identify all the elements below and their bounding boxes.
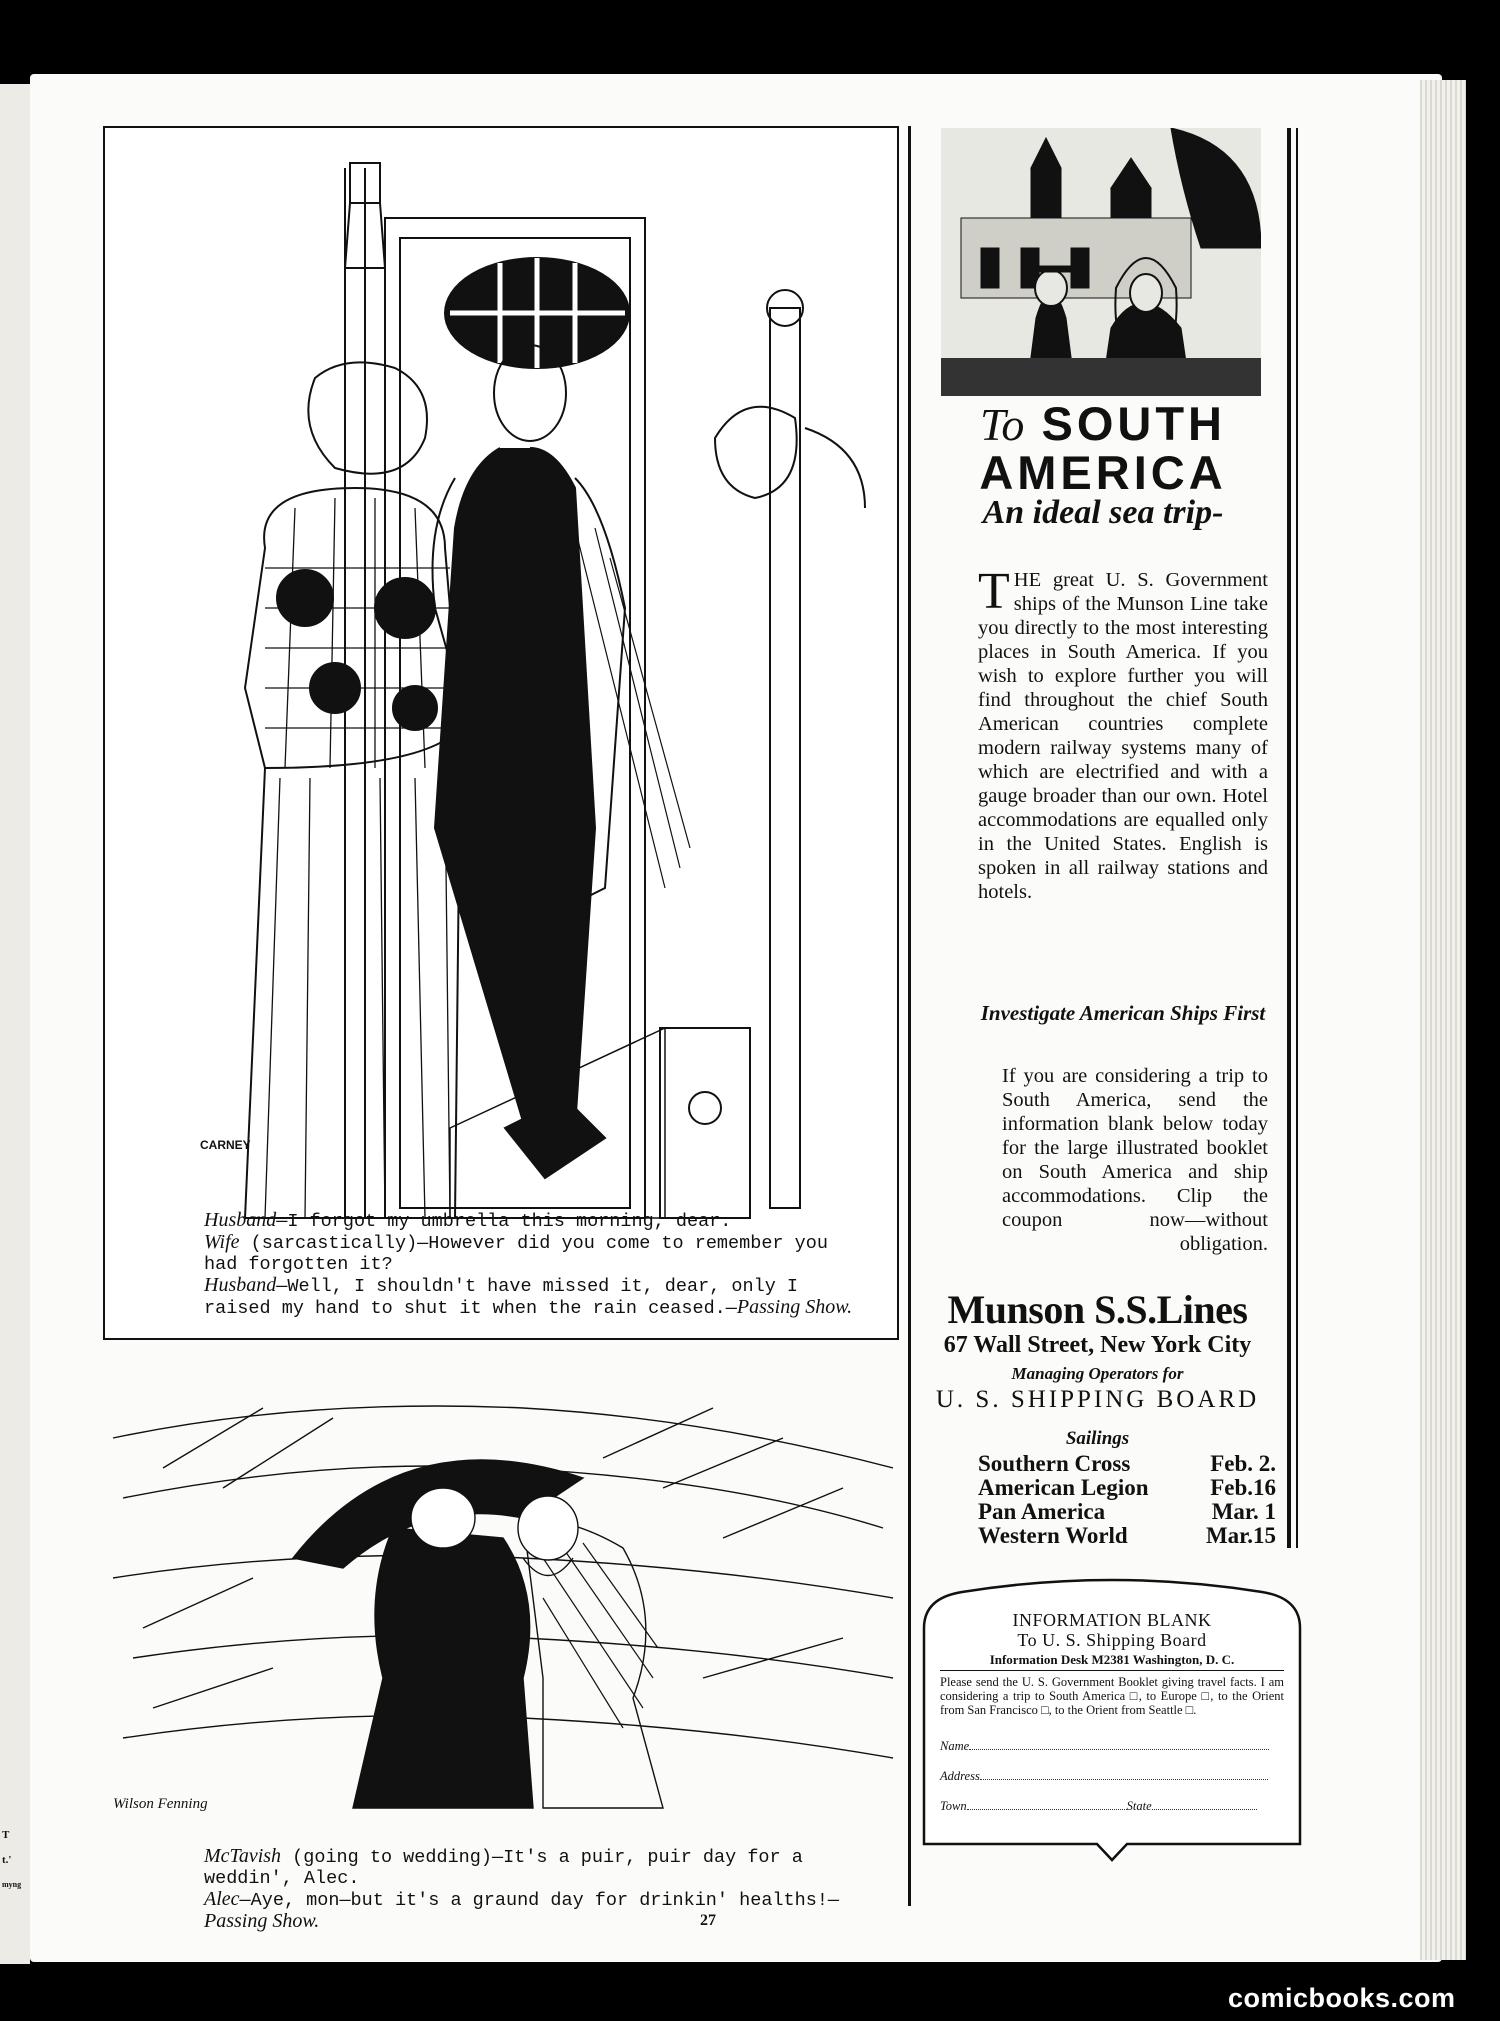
cartoon-wedding (103, 1378, 903, 1828)
ad-border-rule (1296, 128, 1298, 1548)
ad-illustration (941, 128, 1261, 396)
cartoon-signature: CARNEY (200, 1138, 251, 1152)
ad-illustration-drawing (941, 128, 1261, 396)
coupon-town-label: Town (940, 1799, 967, 1813)
ad-subheadline: An ideal sea trip- (982, 494, 1224, 531)
previous-page-edge (0, 84, 30, 1964)
caption-source: Passing Show. (736, 1296, 853, 1318)
caption-line: (going to wedding)—It's a puir, puir day for a weddin', Alec. (204, 1847, 803, 1889)
coupon-town-line[interactable] (967, 1799, 1127, 1810)
site-watermark: comicbooks.com (1228, 1983, 1456, 2013)
ad-headline-south: SOUTH (1041, 397, 1226, 450)
coupon-state-label: State (1126, 1799, 1152, 1813)
speaker-name: Husband (204, 1209, 277, 1231)
coupon-state-line[interactable] (1152, 1799, 1257, 1810)
sailing-row (978, 1500, 1276, 1524)
sailing-row (978, 1524, 1276, 1548)
ship-name: Southern Cross (978, 1451, 1131, 1476)
sailing-date: Feb.16 (1210, 1475, 1276, 1500)
coupon-text: Please send the U. S. Government Booklet giving travel facts. I am considering a trip to South America □, to Europe □, to the Orient from San Francisco □, to the Orient from Seattle □. (940, 1675, 1284, 1717)
caption-line: (sarcastically)—However did you come to remember you had forgotten it? (204, 1233, 828, 1275)
coupon-name-label: Name (940, 1739, 970, 1753)
coupon-title-line-2: To U. S. Shipping Board (1017, 1630, 1207, 1650)
margin-fragment: t.' (2, 1854, 12, 1866)
ad-shipping-board: U. S. SHIPPING BOARD (935, 1386, 1260, 1413)
ad-border-rule (1287, 128, 1291, 1548)
ad-headline (938, 397, 1268, 499)
cartoon-wedding-caption (160, 1846, 900, 1933)
ad-address: 67 Wall Street, New York City (943, 1332, 1252, 1358)
speaker-name: Wife (204, 1231, 240, 1253)
ad-investigate-heading: Investigate American Ships First (980, 1001, 1266, 1025)
coupon-name-line[interactable] (969, 1739, 1269, 1750)
coupon-address-field[interactable] (940, 1769, 1268, 1784)
caption-line: —I forgot my umbrella this morning, dear. (276, 1211, 732, 1232)
caption-source: Passing Show. (204, 1910, 320, 1932)
ship-name: Pan America (978, 1499, 1106, 1524)
ad-headline-to: To (980, 399, 1025, 450)
page-stack-edges (1420, 80, 1466, 1960)
ad-body-first-word: HE (1013, 569, 1042, 591)
speaker-name: McTavish (204, 1845, 282, 1867)
ad-body-text (978, 563, 1268, 904)
ship-name: American Legion (978, 1475, 1149, 1500)
margin-fragment: T (2, 1829, 10, 1841)
coupon-town-field[interactable] (940, 1799, 1257, 1814)
sailing-date: Feb. 2. (1210, 1451, 1276, 1476)
caption-line: —Aye, mon—but it's a graund day for drinkin' healths!— (239, 1890, 840, 1911)
sailing-date: Mar. 1 (1211, 1499, 1276, 1524)
sailing-row (978, 1476, 1276, 1500)
ad-sailings-label: Sailings (1065, 1428, 1130, 1449)
speaker-name: Husband (204, 1274, 277, 1296)
sailing-date: Mar.15 (1205, 1523, 1276, 1548)
ad-body-text-2: If you are considering a trip to South America, send the information blank below today for the large illustrated booklet on South America and ship accommodations. Clip the coupon now—without obligation. (1002, 1065, 1268, 1255)
coupon-desk: Information Desk M2381 Washington, D. C. (940, 1652, 1284, 1671)
cartoon-umbrella-caption (160, 1210, 870, 1319)
ad-company-name: Munson S.S.Lines (947, 1287, 1248, 1332)
cartoon-wedding-illustration (103, 1378, 903, 1828)
ad-headline-america: AMERICA (979, 446, 1227, 499)
coupon-name-field[interactable] (940, 1739, 1269, 1754)
ship-name: Western World (978, 1523, 1128, 1548)
ad-body-paragraph: great U. S. Government ships of the Munson Line take you directly to the most interesting places in South America. If you wish to explore further you will find throughout the chief South American countries complete modern railway systems many of which are electrified and with a gauge broader than our own. Hotel accommodations are equalled only in the United States. English is spoken in all railway stations and hotels. (978, 569, 1268, 903)
cartoon-umbrella (103, 126, 899, 1340)
drop-cap: T (978, 563, 1010, 620)
margin-fragment: myng (2, 1880, 22, 1889)
coupon-address-label: Address (940, 1769, 980, 1783)
coupon-title-line-1: INFORMATION BLANK (1012, 1610, 1212, 1630)
cartoon-umbrella-illustration (105, 128, 897, 1338)
page-number: 27 (700, 1912, 716, 1929)
sailing-row (978, 1452, 1276, 1476)
coupon-address-line[interactable] (980, 1769, 1268, 1780)
caption-line: —Well, I shouldn't have missed it, dear, only I raised my hand to shut it when the rain ceased.— (204, 1276, 799, 1319)
ad-managing: Managing Operators for (1011, 1364, 1184, 1383)
coupon-title (922, 1610, 1302, 1650)
cartoon-signature: Wilson Fenning (113, 1796, 208, 1812)
ad-sailings-list (978, 1452, 1276, 1548)
column-divider (908, 126, 911, 1906)
speaker-name: Alec (204, 1888, 240, 1910)
